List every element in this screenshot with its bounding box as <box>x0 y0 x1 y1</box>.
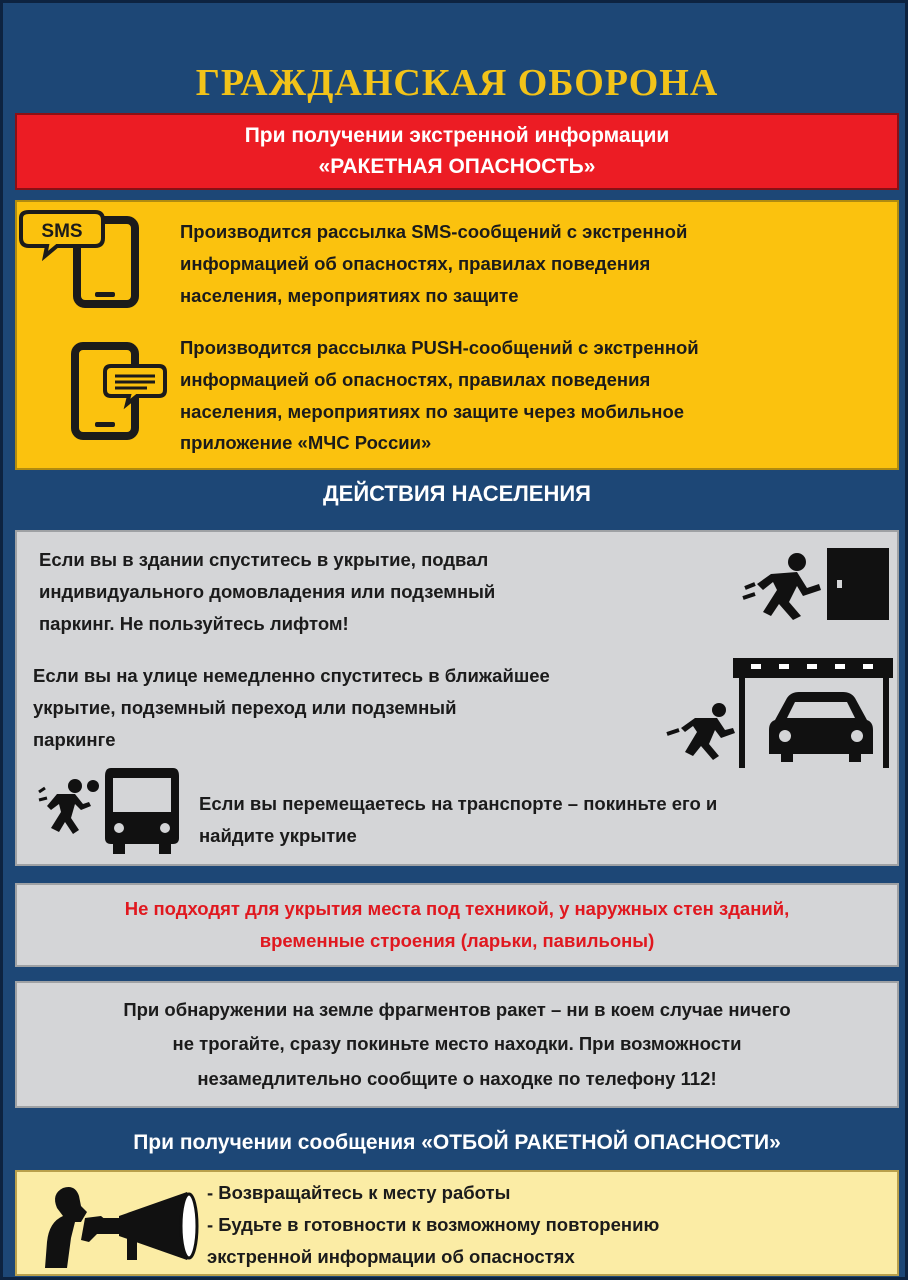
building-line: индивидуального домовладения или подземный <box>39 580 496 602</box>
building-line: паркинг. Не пользуйтесь лифтом! <box>39 612 349 634</box>
sms-notice <box>180 216 687 311</box>
all-clear-heading: При получении сообщения «ОТБОЙ РАКЕТНОЙ ОПАСНОСТИ» <box>133 1131 781 1154</box>
unsuitable-shelter-warning <box>15 883 899 967</box>
actions-panel <box>15 530 899 866</box>
transport-line: Если вы перемещаетесь на транспорте – покиньте его и <box>199 793 718 814</box>
alert-banner <box>15 113 899 190</box>
building-instruction <box>39 544 495 639</box>
warning-line: Не подходят для укрытия места под техникой, у наружных стен зданий, <box>124 897 790 919</box>
push-notice <box>180 332 699 459</box>
building-line: Если вы в здании спуститесь в укрытие, подвал <box>39 549 489 570</box>
leave-bus-icon <box>35 764 181 856</box>
sms-phone-icon <box>17 208 147 308</box>
street-line: Если вы на улице немедленно спуститесь в ближайшее <box>33 665 550 686</box>
megaphone-icon <box>41 1182 201 1268</box>
run-to-parking-icon <box>647 652 895 772</box>
fragments-warning <box>15 981 899 1108</box>
notification-panel <box>15 200 899 470</box>
sms-line: Производится рассылка SMS-сообщений с экстренной <box>180 221 688 242</box>
all-clear-item-2: - Будьте в готовности к возможному повторению <box>207 1214 660 1235</box>
actions-heading: ДЕЙСТВИЯ НАСЕЛЕНИЯ <box>323 481 591 506</box>
push-line: населения, мероприятиях по защите через мобильное <box>180 400 685 422</box>
run-to-door-icon <box>741 544 891 624</box>
push-phone-icon <box>67 342 167 442</box>
alert-line-1: При получении экстренной информации <box>244 124 670 148</box>
sms-line: населения, мероприятиях по защите <box>180 284 519 306</box>
street-line: укрытие, подземный переход или подземный <box>33 696 457 718</box>
fragments-line: незамедлительно сообщите о находке по телефону 112! <box>197 1067 717 1089</box>
transport-instruction <box>199 788 717 852</box>
alert-line-2: «РАКЕТНАЯ ОПАСНОСТЬ» <box>318 154 596 178</box>
street-line: паркинге <box>33 728 116 750</box>
warning-line: временные строения (ларьки, павильоны) <box>259 930 655 951</box>
street-instruction <box>33 660 550 755</box>
push-line: приложение «МЧС России» <box>180 432 432 454</box>
sms-line: информацией об опасностях, правилах поведения <box>180 252 651 274</box>
fragments-line: не трогайте, сразу покиньте место находки. При возможности <box>172 1033 742 1055</box>
push-line: информацией об опасностях, правилах поведения <box>180 368 651 390</box>
fragments-line: При обнаружении на земле фрагментов ракет – ни в коем случае ничего <box>123 999 791 1021</box>
all-clear-panel <box>15 1170 899 1276</box>
all-clear-item-1: - Возвращайтесь к месту работы <box>207 1182 511 1203</box>
sms-icon-label: SMS <box>41 221 83 242</box>
all-clear-item-2-cont: экстренной информации об опасностях <box>207 1246 575 1267</box>
page-title: ГРАЖДАНСКАЯ ОБОРОНА <box>195 62 719 104</box>
transport-line: найдите укрытие <box>199 824 357 846</box>
push-line: Производится рассылка PUSH-сообщений с экстренной <box>180 337 699 358</box>
